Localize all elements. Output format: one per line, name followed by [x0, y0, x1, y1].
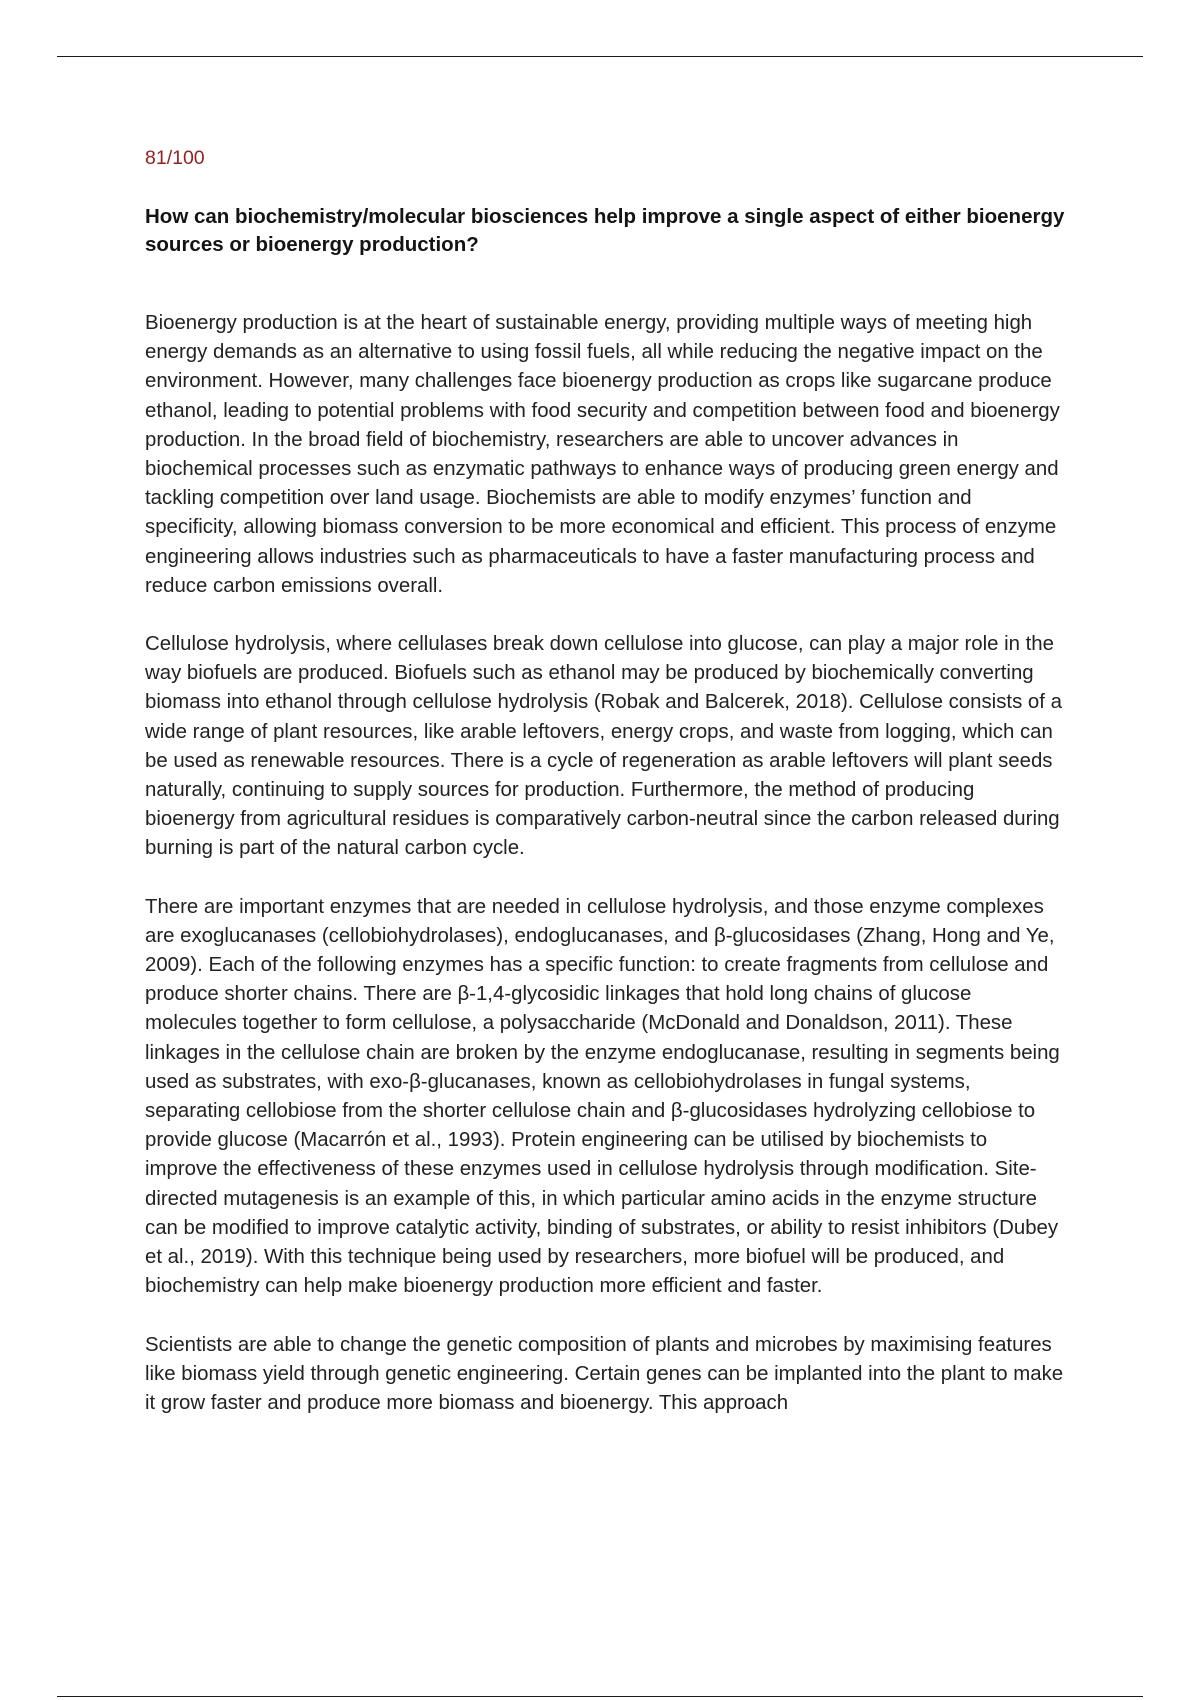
paragraph-cellulose-hydrolysis: Cellulose hydrolysis, where cellulases break down cellulose into glucose, can play a major role in the way biofuels are produced. Biofuels such as ethanol may be produced by biochemically converting biomass into ethanol through cellulose hydrolysis (Robak and Balcerek, 2018). Cellulose consists of a wide range of plant resources, like arable leftovers, energy crops, and waste from logging, which can be used as renewable resources. There is a cycle of regeneration as arable leftovers will plant seeds naturally, continuing to supply sources for production. Furthermore, the method of producing bioenergy from agricultural residues is comparatively carbon-neutral since the carbon released during burning is part of the natural carbon cycle.: [145, 633, 1062, 860]
paragraph-genetic-engineering: Scientists are able to change the genetic composition of plants and microbes by maximising features like biomass yield through genetic engineering. Certain genes can be implanted into the plant to make it grow faster and produce more biomass and bioenergy. This approach: [145, 1333, 1064, 1414]
score-label: 81/100: [145, 147, 205, 169]
essay-body: [145, 309, 1065, 1418]
paragraph-enzymes: There are important enzymes that are needed in cellulose hydrolysis, and those enzyme complexes are exoglucanases (cellobiohydrolases), endoglucanases, and β-glucosidases (Zhang, Hong and Ye, 2009). Each of the following enzymes has a specific function: to create fragments from cellulose and produce shorter chains. There are β-1,4-glycosidic linkages that hold long chains of glucose molecules together to form cellulose, a polysaccharide (McDonald and Donaldson, 2011). These linkages in the cellulose chain are broken by the enzyme endoglucanase, resulting in segments being used as substrates, with exo-β-glucanases, known as cellobiohydrolases in fungal systems, separating cellobiose from the shorter cellulose chain and β-glucosidases hydrolyzing cellobiose to provide glucose (Macarrón et al., 1993). Protein engineering can be utilised by biochemists to improve the effectiveness of these enzymes used in cellulose hydrolysis through modification. Site-directed mutagenesis is an example of this, in which particular amino acids in the enzyme structure can be modified to improve catalytic activity, binding of substrates, or ability to resist inhibitors (Dubey et al., 2019). With this technique being used by researchers, more biofuel will be produced, and biochemistry can help make bioenergy production more efficient and faster.: [145, 895, 1060, 1298]
top-divider: [57, 56, 1143, 57]
essay-question: How can biochemistry/molecular biosciences help improve a single aspect of either bioenergy sources or bioenergy production?: [145, 205, 1065, 256]
bottom-divider: [57, 1696, 1143, 1697]
paragraph-intro: Bioenergy production is at the heart of sustainable energy, providing multiple ways of meeting high energy demands as an alternative to using fossil fuels, all while reducing the negative impact on the environment. However, many challenges face bioenergy production as crops like sugarcane produce ethanol, leading to potential problems with food security and competition between food and bioenergy production. In the broad field of biochemistry, researchers are able to uncover advances in biochemical processes such as enzymatic pathways to enhance ways of producing green energy and tackling competition over land usage. Biochemists are able to modify enzymes’ function and specificity, allowing biomass conversion to be more economical and efficient. This process of enzyme engineering allows industries such as pharmaceuticals to have a faster manufacturing process and reduce carbon emissions overall.: [145, 312, 1060, 597]
document-page: [145, 145, 1065, 1447]
